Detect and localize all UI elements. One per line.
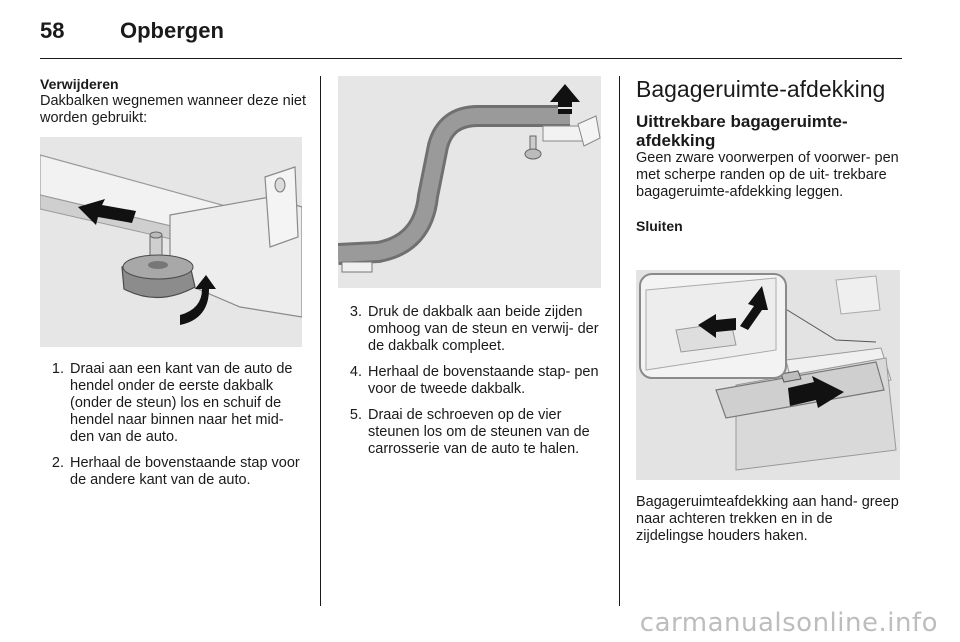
page-number: 58 <box>40 18 65 43</box>
list-item: 4. Herhaal de bovenstaande stap- pen voor de tweede dakbalk. <box>349 364 599 397</box>
list-item: 3. Druk de dakbalk aan beide zijden omhoog van de steun en verwij- der de dakbalk compleet. <box>349 304 599 354</box>
list-item: 5. Draai de schroeven op de vier steunen los om de steunen van de carrosserie van de auto te halen. <box>349 407 590 457</box>
closing-caption: Bagageruimteafdekking aan hand- greep naar achteren trekken en in de zijdelingse houders haken. <box>636 494 899 544</box>
section-title: Bagageruimte-afdekking <box>636 76 886 102</box>
page-header <box>40 18 224 52</box>
cargo-cover-illustration <box>636 270 900 480</box>
column-divider-2 <box>619 76 620 606</box>
watermark: carmanualsonline.info <box>639 608 938 638</box>
removal-steps-1 <box>40 361 306 489</box>
column-divider-1 <box>320 76 321 606</box>
remove-heading: Verwijderen <box>40 76 119 92</box>
subsection-title: Uittrekbare bagageruimte- afdekking <box>636 112 848 150</box>
list-item: 1. Draai aan een kant van de auto de hendel onder de eerste dakbalk (onder de steun) los en schuif de hendel naar binnen naar het mid- den van de auto. <box>51 361 293 445</box>
page-title: Opbergen <box>120 18 224 43</box>
remove-intro: Dakbalken wegnemen wanneer deze niet worden gebruikt: <box>40 93 307 126</box>
closing-heading: Sluiten <box>636 218 683 234</box>
header-rule <box>40 58 902 59</box>
roof-bar-lift-illustration <box>338 76 601 288</box>
column-1 <box>40 76 306 127</box>
column-2-steps <box>338 304 604 467</box>
list-item: 2. Herhaal de bovenstaande stap voor de andere kant van de auto. <box>51 455 300 488</box>
column-3-caption <box>636 494 902 545</box>
column-1-steps <box>40 361 306 498</box>
column-3 <box>636 76 902 235</box>
cover-intro: Geen zware voorwerpen of voorwer- pen met scherpe randen op de uit- trekbare bagageruimte-afdekking leggen. <box>636 150 899 200</box>
roof-bar-removal-illustration <box>40 137 302 347</box>
removal-steps-2 <box>338 304 604 458</box>
